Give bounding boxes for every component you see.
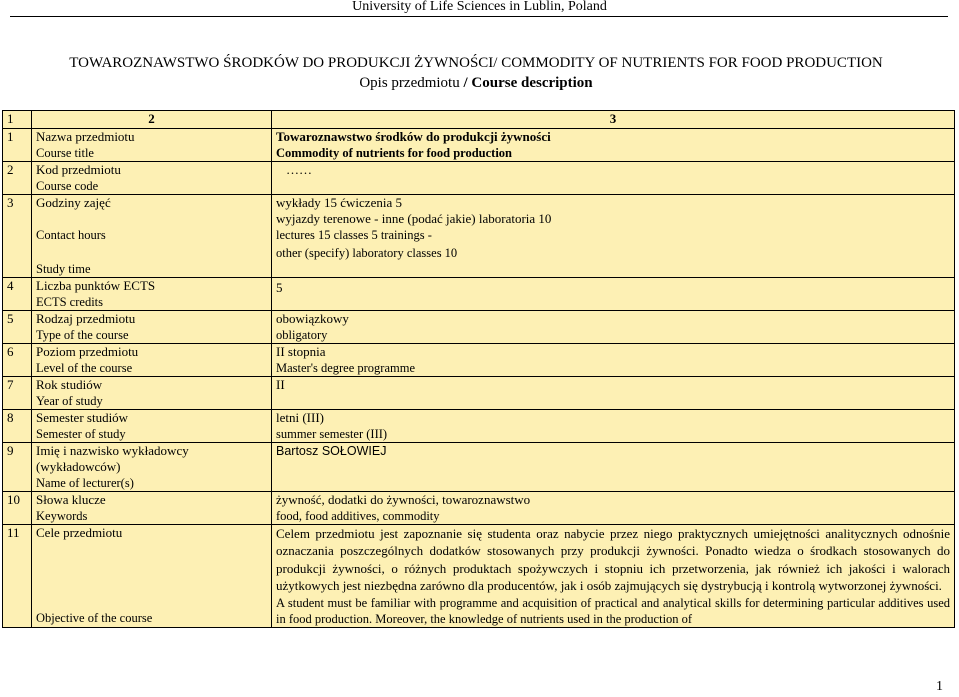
value-pl: II [276,377,285,392]
table-row [3,311,955,344]
row-value [272,492,955,525]
row-number: 2 [3,162,32,195]
row-number: 7 [3,377,32,410]
label-en: Keywords [36,509,88,523]
table-row [3,443,955,492]
label-pl: Liczba punktów ECTS [36,278,156,293]
page-number: 1 [936,679,943,694]
row-value [272,129,955,162]
row-number: 6 [3,344,32,377]
table-row [3,492,955,525]
table-row [3,129,955,162]
value-en: food, food additives, commodity [276,509,440,523]
label-en: Year of study [36,394,103,408]
header-cell-2: 2 [32,111,272,129]
label-en: Name of lecturer(s) [36,476,134,490]
value-pl: obowiązkowy [276,311,349,326]
header-cell-1: 1 [3,111,32,129]
document-subtitle [0,75,952,91]
value-en: obligatory [276,328,328,342]
table-header-row [3,111,955,129]
label-pl: Cele przedmiotu [36,525,123,540]
value-pl: II stopnia [276,344,326,359]
label-pl: Nazwa przedmiotu [36,129,135,144]
value-en: A student must be familiar with programme and acquisition of practical and analytical skills for determining particular additives used in food production. Moreover, the knowledge of nutrients used in the production of [276,596,950,627]
row-value [272,443,955,492]
row-number: 8 [3,410,32,443]
label-pl: Godziny zajęć [36,195,111,210]
row-label [32,377,272,410]
label-en: Type of the course [36,328,129,342]
course-description-table [2,110,955,628]
header-rule [10,16,948,17]
value-en: summer semester (III) [276,427,388,441]
label-en: ECTS credits [36,295,104,309]
row-number: 11 [3,525,32,628]
row-label [32,344,272,377]
label-pl: Rok studiów [36,377,103,392]
row-number: 1 [3,129,32,162]
row-label [32,492,272,525]
label-en: Course title [36,146,94,160]
row-label [32,525,272,628]
value-en: lectures 15 classes 5 trainings - [276,228,432,242]
value-pl: żywność, dodatki do żywności, towaroznawstwo [276,492,531,507]
row-value [272,195,955,278]
row-label [32,410,272,443]
header-cell-3: 3 [272,111,955,129]
row-value [272,311,955,344]
row-label [32,278,272,311]
label-en-study-time: Study time [36,262,91,276]
table-row [3,344,955,377]
subtitle-en: Course description [471,75,593,91]
subtitle-pl: Opis przedmiotu [359,75,460,91]
row-label [32,443,272,492]
row-label [32,129,272,162]
value-en: Commodity of nutrients for food production [276,146,513,160]
subtitle-sep: / [459,75,472,91]
row-number: 9 [3,443,32,492]
label-en: Level of the course [36,361,133,375]
row-number: 4 [3,278,32,311]
value-en-2: other (specify) laboratory classes 10 [276,246,458,260]
value-pl: Bartosz SOŁOWIEJ [276,444,387,458]
label-pl: Słowa klucze [36,492,106,507]
value-pl: letni (III) [276,410,325,425]
table-row [3,410,955,443]
table-row [3,278,955,311]
label-pl: Semester studiów [36,410,129,425]
running-header: University of Life Sciences in Lublin, Poland [352,0,607,14]
row-label [32,311,272,344]
label-pl: Poziom przedmiotu [36,344,139,359]
row-value [272,278,955,311]
value-pl-2: wyjazdy terenowe - inne (podać jakie) laboratoria 10 [276,211,552,226]
label-en: Semester of study [36,427,126,441]
label-pl: Kod przedmiotu [36,162,121,177]
label-en: Contact hours [36,228,106,242]
value-pl: wykłady 15 ćwiczenia 5 [276,195,402,210]
row-value [272,162,955,195]
table-row [3,525,955,628]
value-pl: Celem przedmiotu jest zapoznanie się studenta oraz nabycie przez niego praktycznych umiejętności analitycznych odnośnie oznaczania poszczególnych dodatków stosowanych przy produkcji żywności. Ponadto wiedza o środkach stosowanych do produkcji żywności, o różnych produktach spożywczych i stopniu ich przetworzenia, jak również ich jakości i walorach użytkowych jest niezbędna zarówno dla producentów, jak i osób zajmujących się dystrybucją i kontrolą wytworzonej żywności. [276,526,950,593]
row-number: 10 [3,492,32,525]
row-value [272,377,955,410]
value-pl: …… [286,162,312,177]
row-number: 5 [3,311,32,344]
row-value [272,410,955,443]
document-title: TOWAROZNAWSTWO ŚRODKÓW DO PRODUKCJI ŻYWNOŚCI/ COMMODITY OF NUTRIENTS FOR FOOD PRODUCTION [69,55,883,71]
row-label [32,162,272,195]
label-pl: Imię i nazwisko wykładowcy (wykładowców) [36,443,189,474]
label-en: Objective of the course [36,611,153,625]
value-en: Master's degree programme [276,361,416,375]
value-pl: Towaroznawstwo środków do produkcji żywności [276,129,551,144]
value-pl: 5 [276,280,283,295]
row-value [272,344,955,377]
table-row [3,377,955,410]
label-en: Course code [36,179,99,193]
table-row [3,195,955,278]
row-number: 3 [3,195,32,278]
row-label [32,195,272,278]
row-value [272,525,955,628]
table-row [3,162,955,195]
label-pl: Rodzaj przedmiotu [36,311,136,326]
